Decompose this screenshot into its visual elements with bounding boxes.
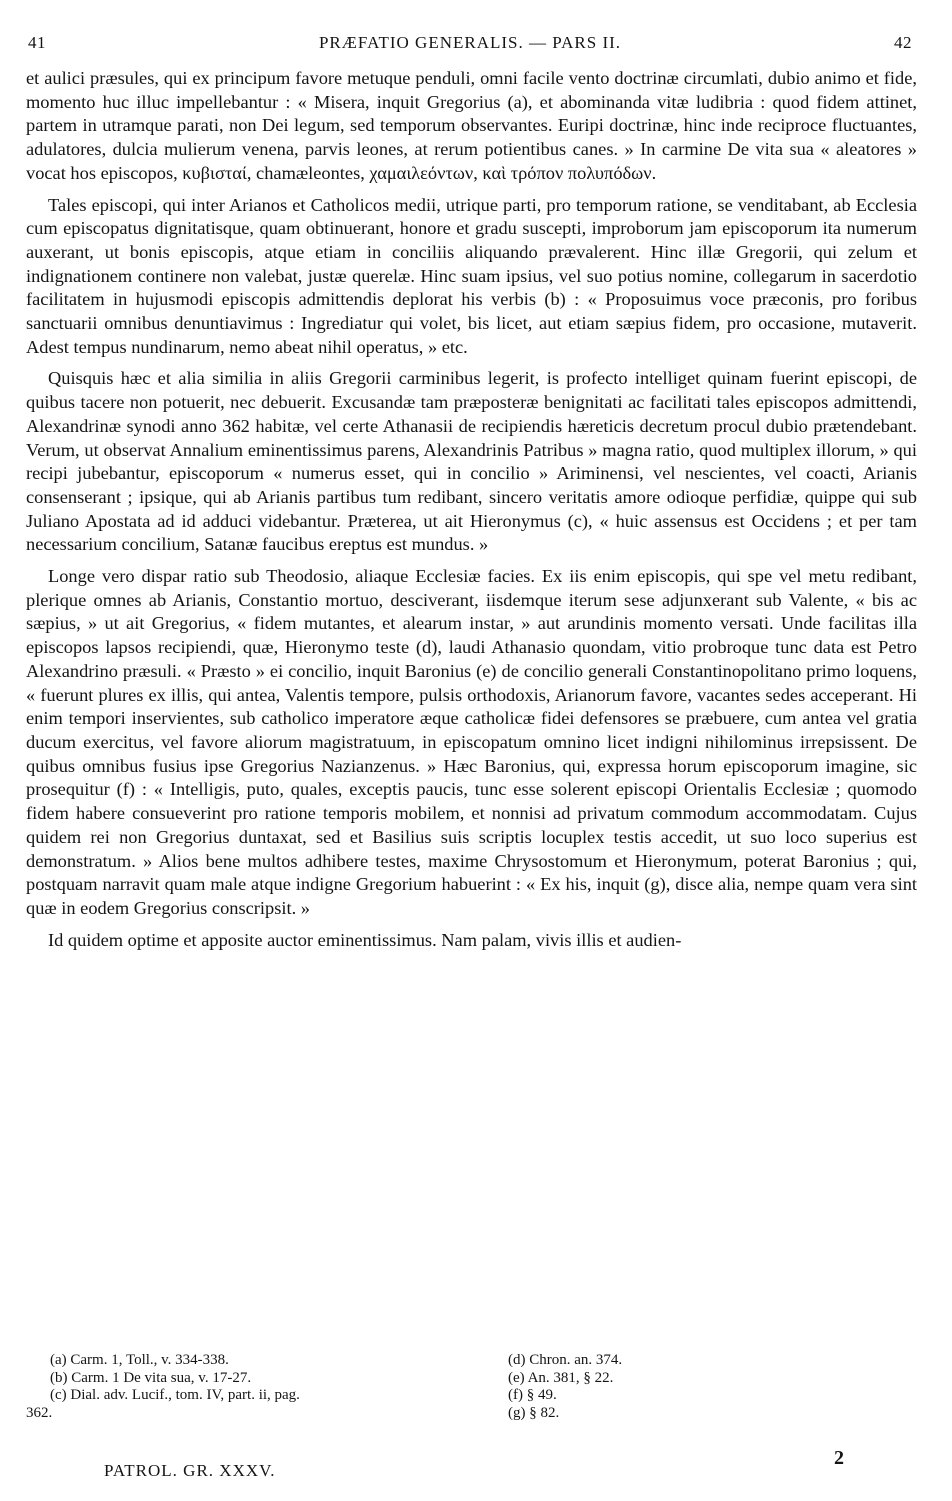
footnote-g: (g) § 82. bbox=[508, 1404, 560, 1421]
page-number-left: 41 bbox=[28, 33, 46, 52]
paragraph-3: Quisquis hæc et alia similia in aliis Gregorii carminibus legerit, is profecto intelliget quinam fuerint episcopi, de quibus tacere non potuerit, nec debuerit. Excusandæ tam præposteræ benignitati ac facilitati tales episcopos admittendi, Alexandrinæ synodi anno 362 habitæ, vel certe Athanasii de recipiendis hæreticis decretum procul dubio prætendebant. Verum, ut observat Annalium eminentissimus parens, Alexandrinis Patribus » magna ratio, quod multiplex illorum, » qui recipi jubebantur, episcoporum « numerus esset, qui in concilio » Ariminensi, vel nescientes, vel coacti, Arianis consenserant ; ipsique, qui ab Arianis partibus tum redibant, sincero veritatis amore odioque perfidiæ, quippe qui sub Juliano Apostata ad id adduci videbantur. Præterea, ut ait Hieronymus (c), « huic assensus est Occidens ; et per tam necessarium concilium, Satanæ faucibus ereptus est mundus. » bbox=[26, 368, 917, 555]
page-number-right: 42 bbox=[894, 33, 912, 52]
series-signature-line: PATROL. GR. XXXV. bbox=[104, 1461, 276, 1480]
paragraph-2: Tales episcopi, qui inter Arianos et Catholicos medii, utrique parti, pro temporum ratione, se venditabant, ab Ecclesia cum episcopatus dignitatisque, quam obtinuerant, honore et gradu suscepti, improborum jam episcoporum ita numerum auxerant, ut bonis episcopis, atque etiam in conciliis aliquando prævalerent. Hinc illæ Gregorii, qui zelum et indignationem continere non valebat, justæ querelæ. Hinc suam ipsius, vel suo potius nomine, collegarum in sacerdotio facilitatem in hujusmodi episcopis admittendis deplorat his verbis (b) : « Proposuimus voce præconis, pro foribus sanctuarii omnibus denuntiavimus : Ingrediatur qui volet, bis licet, aut etiam sæpius fidem, pro occasione, mutaverit. Adest tempus nundinarum, nemo abeat nihil operatus, » etc. bbox=[26, 194, 917, 357]
running-head bbox=[28, 33, 912, 55]
footnote-f: (f) § 49. bbox=[508, 1387, 557, 1403]
footnote-e: (e) An. 381, § 22. bbox=[508, 1369, 614, 1386]
footnote-d: (d) Chron. an. 374. bbox=[508, 1352, 623, 1368]
body-text bbox=[26, 67, 917, 952]
running-head-title: PRÆFATIO GENERALIS. — PARS II. bbox=[318, 33, 622, 52]
footnotes-right-column bbox=[508, 1352, 808, 1422]
paragraph-5: Id quidem optime et apposite auctor eminentissimus. Nam palam, vivis illis et audien- bbox=[48, 929, 682, 950]
footnotes-left-column bbox=[26, 1352, 450, 1422]
paragraph-4: Longe vero dispar ratio sub Theodosio, aliaque Ecclesiæ facies. Ex iis enim episcopis, qui spe vel metu redibant, plerique omnes ab Arianis, Constantio mortuo, desciverant, iisdemque iterum sese adjunxerant sub Valente, « bis ac sæpius, » ut ait Gregorius, « fidem mutantes, et alearum instar, » aut arundinis momento versati. Unde facilitas illa episcopos lapsos recipiendi, quæ, Hieronymo teste (d), laudi Athanasio quondam, vitio probroque tunc data est Petro Alexandrino præsuli. « Præsto » ei concilio, inquit Baronius (e) de concilio generali Constantinopolitano primo loquens, « fuerunt plures ex illis, qui antea, Valentis tempore, pulsis orthodoxis, Arianorum favore, vacantes sedes acceperant. Hi enim tempori inservientes, sub catholico imperatore æque catholicæ fidei defensores se præbuere, cum antea vel gratia ducum exercitus, vel favore aliorum magistratuum, in episcopatum omnino licet indigni nihilominus irrepsissent. De quibus omnibus fusius ipse Gregorius Nazianzenus. » Hæc Baronius, qui, expressa horum episcoporum imagine, sic prosequitur (f) : « Intelligis, puto, quales, exceptis paucis, tunc esse solerent episcopi Orientalis Ecclesiæ ; quomodo fidem habere consueverint pro ratione temporis mobilem, et nonnisi ad privatum commodum accommodatam. Cujus quidem rei non Gregorius duntaxat, sed et Basilius suis scriptis locuplex testis accedit, ut suo loco superius est demonstratum. » Alios bene multos adhibere testes, maxime Chrysostomum et Hieronymum, poterat Baronius ; qui, postquam narravit quam male atque indigne Gregorium habuerint : « Ex his, inquit (g), disce alia, nempe quam vera sint quæ in eodem Gregorius conscripsit. » bbox=[26, 566, 917, 918]
footnote-c: (c) Dial. adv. Lucif., tom. IV, part. ii, pag. bbox=[50, 1387, 300, 1403]
footnote-a: (a) Carm. 1, Toll., v. 334-338. bbox=[50, 1352, 229, 1368]
paragraph-1: et aulici præsules, qui ex principum favore metuque penduli, omni facile vento doctrinæ circumlati, dubio animo et fide, momento huc illuc impellebantur : « Misera, inquit Gregorius (a), et abominanda vitæ ludibria : quod fidem attinet, partem in utramque parati, non Dei legum, sed temporum observantes. Euripi doctrinæ, hinc inde reciproce fluctuantes, adulatores, dulcia mulierum venena, parvis leones, at rerum potientibus canes. » In carmine De vita sua « aleatores » vocat hos episcopos, κυβισταί, chamæleontes, χαμαιλεόντων, καὶ τρόπον πολυπόδων. bbox=[26, 68, 917, 183]
signature-mark: 2 bbox=[834, 1447, 844, 1469]
footnote-b: (b) Carm. 1 De vita sua, v. 17-27. bbox=[50, 1369, 252, 1386]
footnote-c-continuation: 362. bbox=[26, 1404, 53, 1421]
